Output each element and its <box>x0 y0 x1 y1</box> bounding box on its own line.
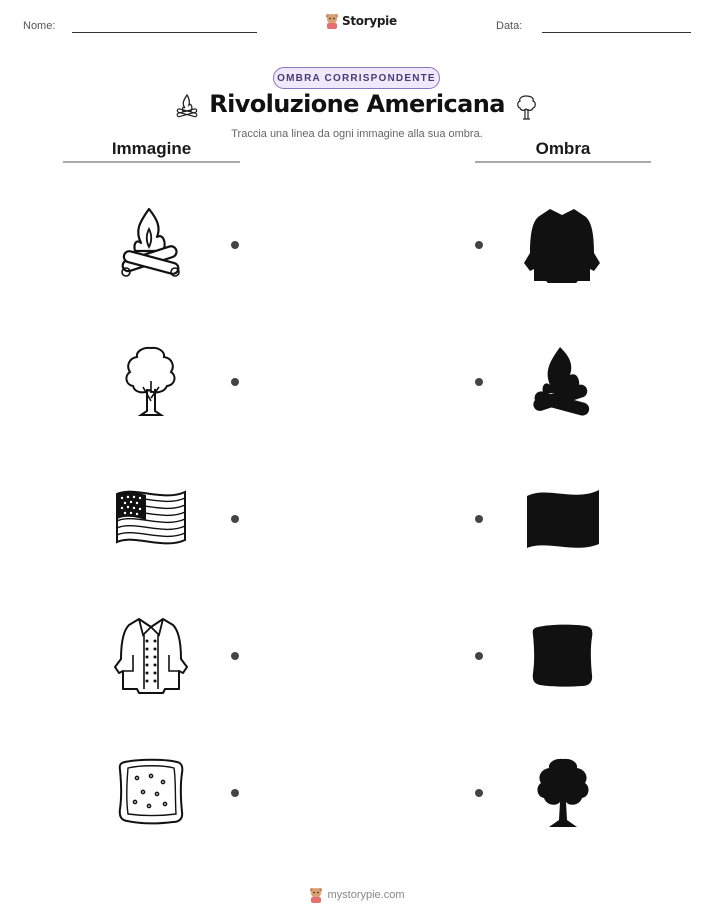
left-column-rule <box>63 161 240 163</box>
campfire-shadow-icon <box>528 345 596 421</box>
campfire-icon <box>117 205 185 285</box>
cracker-shadow-icon <box>530 623 594 689</box>
right-column-rule <box>475 161 651 163</box>
image-connector-dot[interactable] <box>231 789 239 797</box>
shadow-connector-dot[interactable] <box>475 652 483 660</box>
shadow-connector-dot[interactable] <box>475 515 483 523</box>
right-column-heading: Ombra <box>535 139 591 158</box>
date-line[interactable] <box>542 32 691 33</box>
colonial-coat-icon <box>113 615 189 695</box>
tree-icon <box>118 343 184 419</box>
image-connector-dot[interactable] <box>231 515 239 523</box>
flag-shadow-icon <box>525 488 601 552</box>
name-label: Nome: <box>23 20 56 32</box>
shadow-connector-dot[interactable] <box>475 378 483 386</box>
page-title: Rivoluzione Americana <box>209 90 505 118</box>
footer-url[interactable]: mystorypie.com <box>327 889 405 901</box>
shadow-connector-dot[interactable] <box>475 789 483 797</box>
image-connector-dot[interactable] <box>231 241 239 249</box>
brand-name: Storypie <box>342 14 397 28</box>
tree-icon <box>513 92 539 122</box>
bear-mascot-icon <box>325 13 339 29</box>
bear-mascot-icon <box>309 887 323 903</box>
coat-shadow-icon <box>522 205 602 285</box>
image-connector-dot[interactable] <box>231 652 239 660</box>
name-line[interactable] <box>72 32 257 33</box>
brand-logo <box>325 13 397 29</box>
date-label: Data: <box>496 20 523 32</box>
instructions: Traccia una linea da ogni immagine alla sua ombra. <box>231 128 483 140</box>
left-column-heading: Immagine <box>111 139 192 158</box>
footer <box>0 887 714 903</box>
image-connector-dot[interactable] <box>231 378 239 386</box>
worksheet-type-badge: OMBRA CORRISPONDENTE <box>273 67 440 89</box>
shadow-connector-dot[interactable] <box>475 241 483 249</box>
american-flag-icon <box>114 488 188 550</box>
hardtack-cracker-icon <box>117 758 185 826</box>
tree-shadow-icon <box>530 756 596 830</box>
